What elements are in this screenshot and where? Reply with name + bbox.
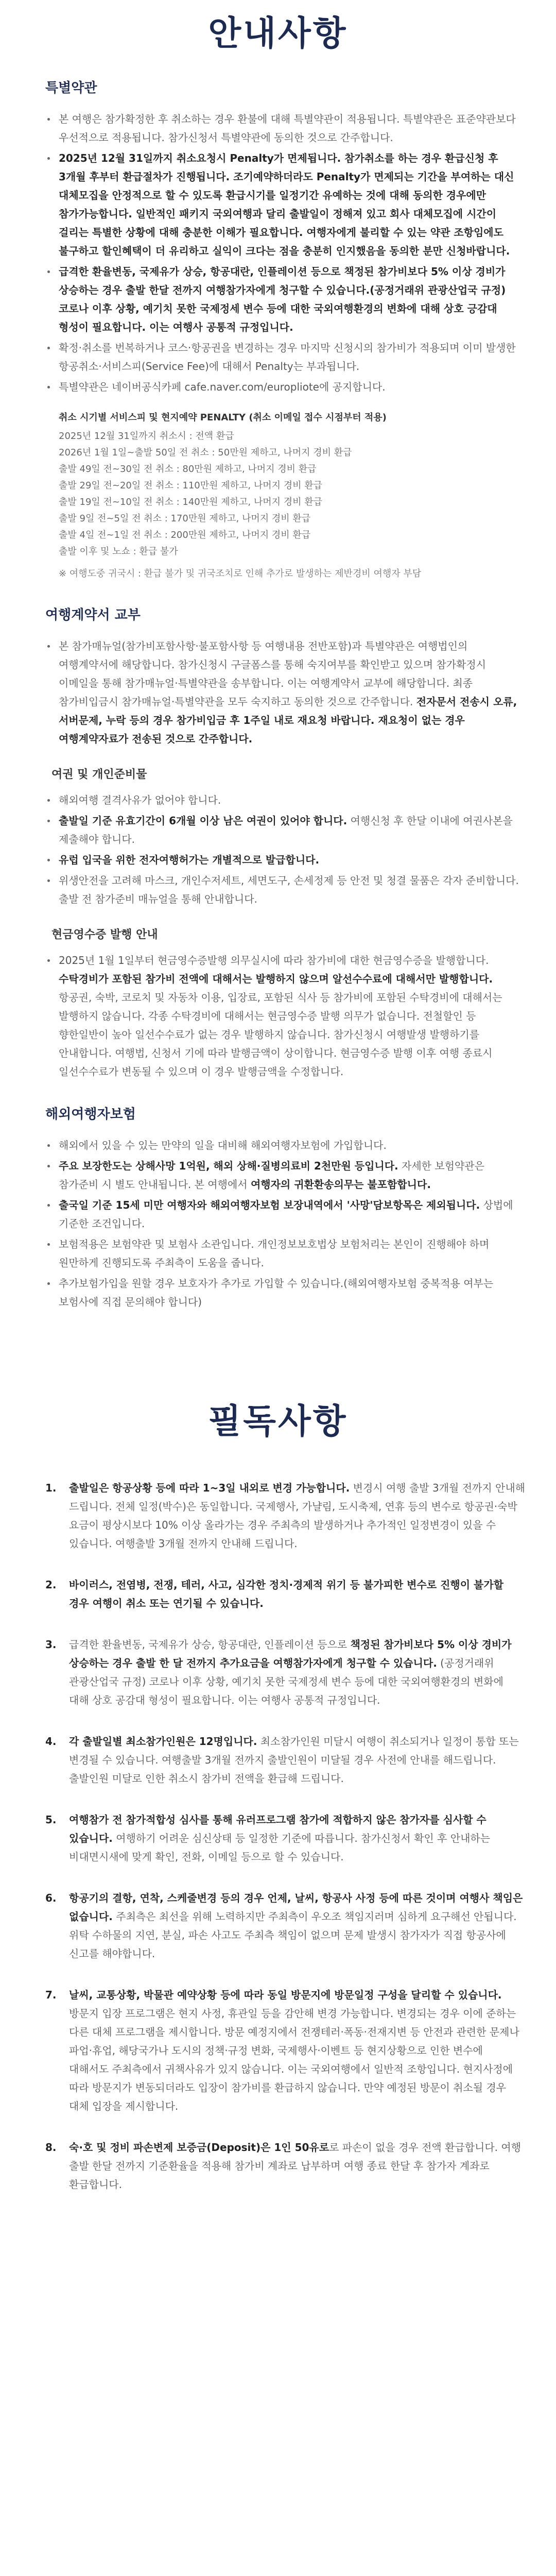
receipt-item xyxy=(41,951,525,1081)
passport-list xyxy=(41,791,525,908)
pilsu-bold: 여행참가 전 참가적합성 심사를 통해 유러프로그램 참가에 적합하지 않은 참가자를 심사할 수 있습니다. xyxy=(69,1814,486,1844)
insurance-bold: 출국일 기준 15세 미만 여행자와 해외여행자보험 보장내역에서 '사망'담보항목은 제외됩니다. xyxy=(59,1199,480,1211)
pilsu-item xyxy=(45,1479,525,1553)
pilsu-item xyxy=(45,1635,525,1709)
pilsu-num: 3. xyxy=(45,1638,57,1651)
terms-item: 본 여행은 참가확정한 후 취소하는 경우 환불에 대해 특별약관이 적용됩니다. 특별약관은 표준약관보다 우선적으로 적용됩니다. 참가신청서 특별약관에 동의한 것으로 간주합니다. xyxy=(41,110,525,147)
pilsu-num: 5. xyxy=(45,1814,57,1826)
penalty-heading: 취소 시기별 서비스피 및 현지예약 PENALTY (취소 이메일 접수 시점부터 적용) xyxy=(59,412,387,423)
passport-item: 해외여행 결격사유가 없어야 합니다. xyxy=(41,791,525,809)
pilsu-num: 8. xyxy=(45,2141,57,2154)
penalty-row: 2025년 12월 31일까지 취소시 : 전액 환급 xyxy=(59,431,234,442)
passport-title: 여권 및 개인준비물 xyxy=(51,768,147,781)
penalty-row: 출발 4일 전~1일 전 취소 : 200만원 제하고, 나머지 경비 환급 xyxy=(59,530,311,540)
penalty-table xyxy=(59,410,525,560)
insurance-item: 추가보험가입을 원할 경우 보호자가 추가로 가입할 수 있습니다.(해외여행자보험 중복적용 여부는 보험사에 직접 문의해야 합니다) xyxy=(41,1274,525,1311)
passport-tail: 여행신청 후 한달 이내에 여권사본을 제출해야 합니다. xyxy=(59,815,513,845)
pilsu-num: 1. xyxy=(45,1482,57,1494)
insurance-list xyxy=(41,1136,525,1311)
terms-list xyxy=(41,110,525,396)
contract-item xyxy=(41,637,525,748)
passport-item xyxy=(41,811,525,849)
pilsu-bold: 숙·호 및 정비 파손변제 보증금(Deposit)은 1인 50유로 xyxy=(69,2141,329,2154)
penalty-row: 출발 9일 전~5일 전 취소 : 170만원 제하고, 나머지 경비 환급 xyxy=(59,513,311,524)
passport-bold: 출발일 기준 유효기간이 6개월 이상 남은 여권이 있어야 합니다. xyxy=(59,815,348,827)
insurance-item xyxy=(41,1157,525,1194)
pilsu-bold: 각 출발일별 최소참가인원은 12명입니다. xyxy=(69,1735,257,1748)
pilsu-text: 주최측은 최선을 위해 노력하지만 주최측이 우오조 책임지러며 심하게 요구해선 안됩니다. 위탁 수하물의 지연, 분실, 파손 사고도 주최측 책임이 없으며 문제 발생시 참가자가 직접 항공사에 신고를 해야합니다. xyxy=(69,1910,517,1960)
page-title: 안내사항 xyxy=(208,13,348,53)
pilsu-item xyxy=(45,2138,525,2194)
pilsu-text: 변경시 여행 출발 3개월 전까지 안내해 드립니다. 전체 일정(박수)은 동일합니다. 국제행사, 가냘림, 도시축제, 연휴 등의 변수로 항공권·숙박 요금이 평상시보다 10% 이상 올라가는 경우 주최측의 발생하거나 추가적인 일정변경이 있을 수 있습니다. 여행출발 3개월 전까지 안내해 드립니다. xyxy=(69,1482,525,1550)
contract-title: 여행계약서 교부 xyxy=(45,607,141,623)
terms-section xyxy=(0,77,556,1311)
passport-item: 유럽 입국을 위한 전자여행허가는 개별적으로 발급합니다. xyxy=(41,851,525,869)
pilsu-tail: (공정거래위 관광산업국 규정) 코로나 이후 상황, 예기치 못한 국제정세 변수 등에 대한 국외여행환경의 변화에 대해 상호 공감대 형성이 필요합니다. 이는 여행사 공통적 규정입니다. xyxy=(69,1657,503,1706)
insurance-item: 보험적용은 보험약관 및 보험사 소관입니다. 개인정보보호법상 보험처리는 본인이 진행해야 하며 원만하게 진행되도록 주최측이 도움을 줍니다. xyxy=(41,1235,525,1272)
pilsu-num: 7. xyxy=(45,1989,57,2001)
passport-item: 위생안전을 고려해 마스크, 개인수저세트, 세면도구, 손세정제 등 안전 및 청결 물품은 각자 준비합니다. 출발 전 참가준비 매뉴얼을 통해 안내합니다. xyxy=(41,871,525,908)
pilsu-item xyxy=(45,1732,525,1788)
receipt-title: 현금영수증 발행 안내 xyxy=(51,928,158,941)
pilsu-bold: 항공기의 결항, 연착, 스케줄변경 등의 경우 언제, 날씨, 항공사 사정 등에 따른 것이며 여행사 책임은 없습니다. xyxy=(69,1892,523,1923)
receipt-tail: 항공권, 숙박, 코로치 및 자동차 이용, 입장료, 포함된 식사 등 참가비에 포함된 수탁경비에 대해서는 발행하지 않습니다. 각종 수탁경비에 대해서는 현금영수증 발행 의무가 없습니다. 전철할인 등 향한일반이 높아 일선수수료가 없는 경우 발행하지 않습니다. 참가신청시 여행발생 발행하기를 안내합니다. 여행법, 신청서 기에 따라 발행금액이 상이합니다. 현금영수증 발행 이후 여행 종료시 일선수수료가 변동될 수 있으며 이 경우 발행금액을 수정합니다. xyxy=(59,991,502,1078)
penalty-row: 출발 이후 및 노쇼 : 환급 불가 xyxy=(59,546,178,557)
pilsu-num: 6. xyxy=(45,1892,57,1904)
pilsu-bold: 날씨, 교통상황, 박물관 예약상황 등에 따라 동일 방문지에 방문일정 구성을 달리할 수 있습니다. xyxy=(69,1989,502,2001)
pilsu-item xyxy=(45,1575,525,1613)
pilsu-list xyxy=(0,1479,556,2194)
penalty-row: 2026년 1월 1일~출발 50일 전 취소 : 50만원 제하고, 나머지 경비 환급 xyxy=(59,447,352,458)
pilsu-num: 4. xyxy=(45,1735,57,1748)
pilsu-text: 급격한 환율변동, 국제유가 상승, 항공대란, 인플레이션 등으로 xyxy=(69,1638,351,1651)
pilsu-item xyxy=(45,1889,525,1963)
insurance-tail: 자세한 보험약관은 참가준비 시 별도 안내됩니다. 본 여행에서 xyxy=(59,1160,484,1191)
contract-list xyxy=(41,637,525,748)
receipt-text: 2025년 1월 1일부터 현금영수증발행 의무실시에 따라 참가비에 대한 현금영수증을 발행합니다. xyxy=(59,954,489,967)
contract-bold-text: 전자문서 전송시 오류, 서버문제, 누락 등의 경우 참가비입금 후 1주일 내로 재요청 바랍니다. 재요청이 없는 경우 여행계약자료가 전송된 것으로 간주합니다. xyxy=(59,696,517,745)
insurance-tail: 상법에 기준한 조건입니다. xyxy=(59,1199,513,1230)
insurance-item xyxy=(41,1196,525,1233)
pilsu-title: 필독사항 xyxy=(208,1401,348,1441)
terms-title: 특별약관 xyxy=(45,80,97,96)
pilsu-item xyxy=(45,1810,525,1866)
terms-item: 급격한 환율변동, 국제유가 상승, 항공대란, 인플레이션 등으로 책정된 참가비보다 5% 이상 경비가 상승하는 경우 출발 한달 전까지 여행참가자에게 청구할 수 있습니다.(공정거래위 관광산업국 규정) 코로나 이후 상황, 예기치 못한 국제정세 변수 등에 대한 국외여행환경의 변화에 대해 상호 긍감대 형성이 필요합니다. 이는 여행사 공통적 규정입니다. xyxy=(41,262,525,336)
contract-text: 본 참가매뉴얼(참가비포함사항·불포함사항 등 여행내용 전반포함)과 특별약관은 여행법인의 여행계약서에 해당합니다. 참가신청시 구글폼스를 통해 숙지여부를 확인받고 있으며 참가확정시 이메일을 통해 참가매뉴얼·특별약관을 송부합니다. 이는 여행계약서 교부에 해당합니다. 최종 참가비입금시 참가매뉴얼·특별약관을 모두 숙지하고 동의한 것으로 간주합니다. xyxy=(59,640,486,708)
pilsu-bold: 책정된 참가비보다 5% 이상 경비가 상승하는 경우 출발 한 달 전까지 추가요금을 여행참가자에게 청구할 수 있습니다. xyxy=(69,1638,512,1669)
pilsu-bold: 바이러스, 전염병, 전쟁, 테러, 사고, 심각한 정치·경제적 위기 등 불가피한 변수로 진행이 불가할 경우 여행이 취소 또는 연기될 수 있습니다. xyxy=(69,1579,503,1609)
terms-item: 2025년 12월 31일까지 취소요청시 Penalty가 면제됩니다. 참가취소를 하는 경우 환급신청 후 3개월 후부터 환급절차가 진행됩니다. 조기예약하더라도 Penalty가 면제되는 기간을 부여하는 대신 대체모집을 안정적으로 할 수 있도록 환급시기를 일정기간 유예하는 것에 대해 동의한 경우에만 참가가능합니다. 일반적인 패키지 국외여행과 달리 출발일이 정해져 있고 회사 대체모집에 시간이 걸리는 특별한 상황에 대해 충분한 이해가 필요합니다. 여행자에게 불리할 수 있는 약관 조항임에도 불구하고 할인혜택이 더 유리하고 실익이 크다는 점을 충분히 인지했음을 동의한 분만 신청바랍니다. xyxy=(41,149,525,260)
terms-item: 특별약관은 네이버공식카페 cafe.naver.com/europliote에 공지합니다. xyxy=(41,378,525,396)
receipt-bold: 수탁경비가 포함된 참가비 전액에 대해서는 발행하지 않으며 알선수수료에 대해서만 발행합니다. xyxy=(59,973,493,985)
penalty-row: 출발 19일 전~10일 전 취소 : 140만원 제하고, 나머지 경비 환급 xyxy=(59,497,323,507)
penalty-row: 출발 49일 전~30일 전 취소 : 80만원 제하고, 나머지 경비 환급 xyxy=(59,464,317,474)
penalty-row: 출발 29일 전~20일 전 취소 : 110만원 제하고, 나머지 경비 환급 xyxy=(59,480,323,491)
pilsu-num: 2. xyxy=(45,1579,57,1591)
pilsu-text: 여행하기 어려운 심신상태 등 일정한 기준에 따릅니다. 참가신청서 확인 후 안내하는 비대면시새에 맞게 확인, 전화, 이메일 등으로 할 수 있습니다. xyxy=(69,1832,491,1863)
pilsu-text: 로 파손이 없을 경우 전액 환급합니다. 여행 출발 한달 전까지 기준환율을 적용해 참가비 계좌로 납부하며 여행 종료 한달 후 참가자 계좌로 환급합니다. xyxy=(69,2141,522,2191)
terms-item: 확정·취소를 번복하거나 코스·항공권을 변경하는 경우 마지막 신청시의 참가비가 적용되며 이미 발생한 항공취소·서비스피(Service Fee)에 대해서 Penalty는 부과됩니다. xyxy=(41,338,525,376)
pilsu-item xyxy=(45,1986,525,2115)
insurance-item: 해외에서 있을 수 있는 만약의 일을 대비해 해외여행자보험에 가입합니다. xyxy=(41,1136,525,1155)
pilsu-bold: 출발일은 항공상황 등에 따라 1~3일 내외로 변경 가능합니다. xyxy=(69,1482,350,1494)
penalty-note: ※ 여행도중 귀국시 : 환급 불가 및 귀국조치로 인해 추가로 발생하는 제반경비 여행자 부담 xyxy=(59,568,422,579)
pilsu-text: 최소참가인원 미달시 여행이 취소되거나 일정이 통합 또는 변경될 수 있습니다. 여행출발 3개월 전까지 출발인원이 미달될 경우 사전에 안내를 해드립니다. 출발인원 미달로 인한 취소시 참가비 전액을 환급해 드립니다. xyxy=(69,1735,519,1785)
pilsu-text: 방문지 입장 프로그램은 현지 사정, 휴관일 등을 감안해 변경 가능합니다. 변경되는 경우 이에 준하는 다른 대체 프로그램을 제시합니다. 방문 예정지에서 전쟁테러·폭동·전재지변 등 안전과 관련한 문제나 파업·휴업, 해당국가나 도시의 정책·규정 변화, 국제행사·이벤트 등 현지상황으로 인한 변수에 대해서도 주최측에서 귀책사유가 있지 않습니다. 이는 국외여행에서 일반적 조항입니다. 현지사정에 따라 방문지가 변동되더라도 입장이 참가비를 환급하지 않습니다. 만약 예정된 방문이 취소될 경우 대체 입장을 제시합니다. xyxy=(69,2007,519,2112)
insurance-bold: 주요 보장한도는 상해사망 1억원, 해외 상해·질병의료비 2천만원 등입니다. xyxy=(59,1160,398,1172)
receipt-list xyxy=(41,951,525,1081)
insurance-title: 해외여행자보험 xyxy=(45,1107,136,1122)
insurance-bold2: 여행자의 귀환환송의무는 불포함합니다. xyxy=(250,1178,431,1191)
